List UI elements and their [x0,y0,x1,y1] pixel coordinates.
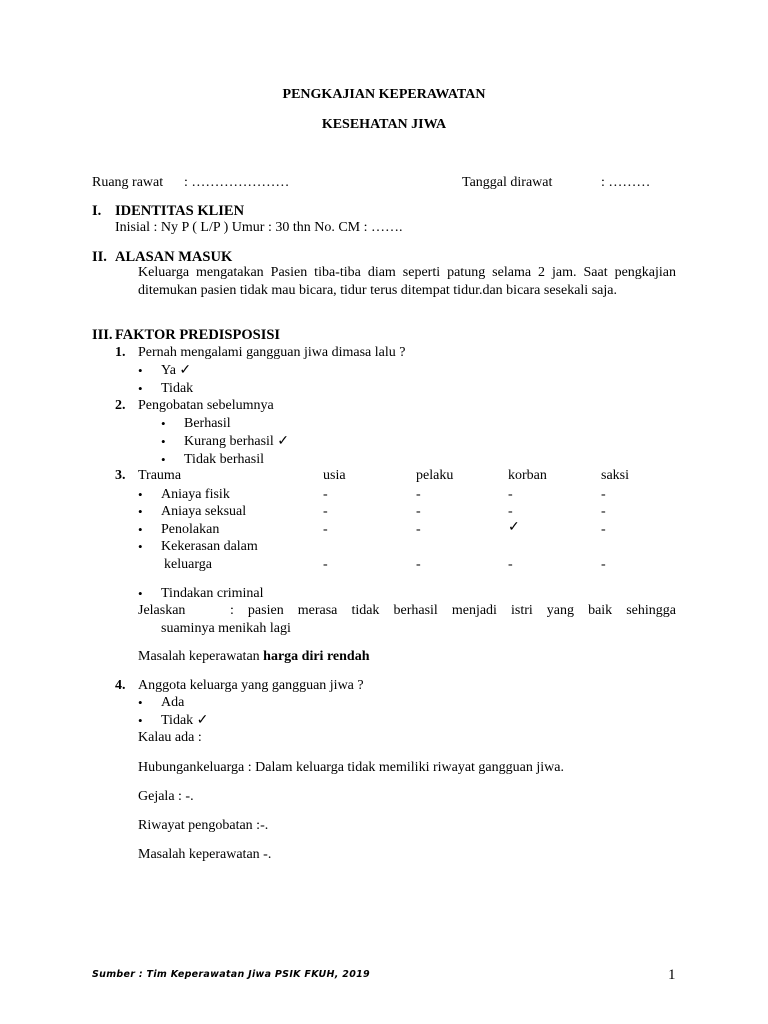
trauma-cell: - [323,487,328,502]
trauma-cell: - [601,504,606,519]
trauma-cell: - [508,487,513,502]
section-1-number: I. [92,203,102,219]
trauma-cell: - [601,522,606,537]
masalah-diagnosis: harga diri rendah [263,649,370,664]
page-number: 1 [668,967,676,983]
q3-header-trauma: Trauma [138,468,182,483]
trauma-row-label-cont: keluarga [164,557,212,572]
section-3-title: FAKTOR PREDISPOSISI [115,327,281,343]
hubungan-keluarga: Hubungankeluarga : Dalam keluarga tidak memiliki riwayat gangguan jiwa. [138,760,564,775]
trauma-row-label: • Aniaya fisik [161,486,230,504]
q2-number: 2. [115,398,126,413]
jelaskan-label: Jelaskan [138,603,186,618]
tanggal-dirawat-value: : ……… [601,175,651,190]
trauma-cell: - [416,487,421,502]
q1-question: Pernah mengalami gangguan jiwa dimasa lalu ? [138,345,406,360]
q1-option-tidak: • Tidak [161,380,193,398]
q3-header-korban: korban [508,468,547,483]
trauma-cell: - [508,557,513,572]
masalah-keperawatan-4: Masalah keperawatan -. [138,847,272,862]
ruang-rawat-label: Ruang rawat [92,175,164,190]
q3-number: 3. [115,468,126,483]
identitas-line: Inisial : Ny P ( L/P ) Umur : 30 thn No. CM : ……. [115,220,403,235]
q2-option-kurang-berhasil: • Kurang berhasil ✓ [184,433,289,451]
tanggal-dirawat-label: Tanggal dirawat [462,175,553,190]
section-2-title: ALASAN MASUK [115,249,233,265]
trauma-cell: - [508,504,513,519]
trauma-row-label: • Kekerasan dalam [161,538,258,556]
footer-source: Sumber : Tim Keperawatan Jiwa PSIK FKUH, 2019 [92,969,370,980]
trauma-row-label: • Aniaya seksual [161,503,246,521]
section-2-number: II. [92,249,107,265]
jelaskan-text: : pasien merasa tidak berhasil menjadi istri yang baik sehingga [230,603,676,618]
masalah-keperawatan-3 [138,648,369,666]
check-icon: ✓ [508,520,520,535]
q3-header-pelaku: pelaku [416,468,454,483]
q2-option-berhasil: • Berhasil [184,415,231,433]
trauma-cell: - [601,557,606,572]
q1-number: 1. [115,345,126,360]
q4-option-ada: • Ada [161,694,184,712]
jelaskan-text-cont: suaminya menikah lagi [161,621,291,636]
gejala: Gejala : -. [138,789,194,804]
trauma-cell: - [416,522,421,537]
section-3-number: III. [92,327,113,343]
q2-question: Pengobatan sebelumnya [138,398,274,413]
trauma-cell: - [323,557,328,572]
q2-option-tidak-berhasil: • Tidak berhasil [184,451,264,469]
trauma-cell: - [416,504,421,519]
ruang-rawat-value: : ………………… [184,175,290,190]
q4-option-tidak: • Tidak ✓ [161,712,208,730]
document-title: PENGKAJIAN KEPERAWATAN [282,87,486,102]
q3-header-usia: usia [323,468,346,483]
q4-question: Anggota keluarga yang gangguan jiwa ? [138,678,364,693]
q3-header-saksi: saksi [601,468,629,483]
trauma-row-label: • Penolakan [161,521,219,539]
riwayat-pengobatan: Riwayat pengobatan :-. [138,818,269,833]
trauma-cell: - [416,557,421,572]
q4-number: 4. [115,678,126,693]
trauma-cell: - [323,522,328,537]
masalah-prefix: Masalah keperawatan [138,649,264,664]
trauma-row-label: • Tindakan criminal [161,585,264,603]
alasan-masuk-text: Keluarga mengatakan Pasien tiba-tiba diam seperti patung selama 2 jam. Saat pengkajian ditemukan pasien tidak mau bicara, tidur terus ditempat tidur.dan bicara sesekali saja. [138,265,676,298]
trauma-cell: - [601,487,606,502]
document-subtitle: KESEHATAN JIWA [321,117,447,132]
kalau-ada: Kalau ada : [138,730,202,745]
trauma-cell: - [323,504,328,519]
q1-option-ya: • Ya ✓ [161,362,191,380]
section-1-title: IDENTITAS KLIEN [115,203,245,219]
